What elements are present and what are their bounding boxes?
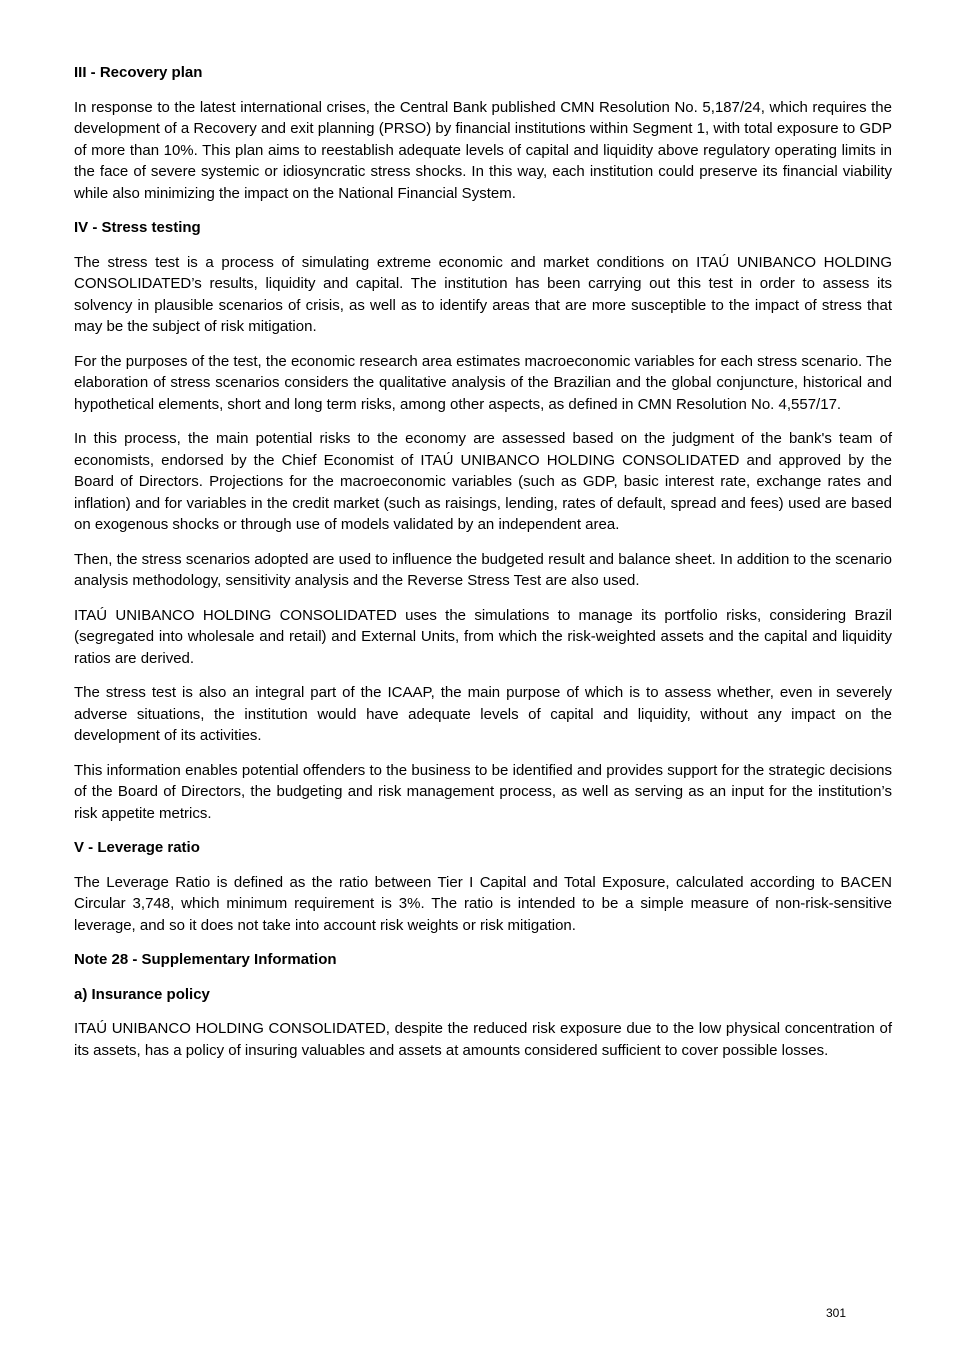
section-heading-recovery-plan: III - Recovery plan	[74, 64, 203, 81]
paragraph: Then, the stress scenarios adopted are used to influence the budgeted result and balance sheet. In addition to the scenario analysis methodology, sensitivity analysis and the Reverse Stress Test are also used.	[74, 550, 892, 589]
paragraph: The Leverage Ratio is defined as the ratio between Tier I Capital and Total Exposure, calculated according to BACEN Circular 3,748, which minimum requirement is 3%. The ratio is intended to be a simple measure of non-risk-sensitive leverage, and so it does not take into account risk weights or risk mitigation.	[74, 873, 892, 934]
section-heading-insurance-policy: a) Insurance policy	[74, 985, 210, 1003]
paragraph: The stress test is also an integral part of the ICAAP, the main purpose of which is to assess whether, even in severely adverse situations, the institution would have adequate levels of capital and liquidity, without any impact on the development of its activities.	[74, 684, 892, 744]
paragraph: In this process, the main potential risks to the economy are assessed based on the judgment of the bank's team of economists, endorsed by the Chief Economist of ITAÚ UNIBANCO HOLDING CONSOLIDATED and approved by the Board of Directors. Projections for the macroeconomic variables (such as GDP, basic interest rate, exchange rates and inflation) and for variables in the credit market (such as raisings, lending, rates of default, spread and fees) used are based on exogenous shocks or through use of models validated by an independent area.	[74, 430, 892, 533]
paragraph: ITAÚ UNIBANCO HOLDING CONSOLIDATED, despite the reduced risk exposure due to the low physical concentration of its assets, has a policy of insuring valuables and assets at amounts considered sufficient to cover possible losses.	[74, 1020, 892, 1059]
paragraph: ITAÚ UNIBANCO HOLDING CONSOLIDATED uses the simulations to manage its portfolio risks, considering Brazil (segregated into wholesale and retail) and External Units, from which the risk-weighted assets and the capital and liquidity ratios are derived.	[74, 606, 892, 667]
section-heading-stress-testing: IV - Stress testing	[74, 219, 201, 236]
page-number: 301	[826, 1306, 847, 1320]
section-heading-leverage-ratio: V - Leverage ratio	[74, 839, 200, 856]
paragraph: In response to the latest international crises, the Central Bank published CMN Resolution No. 5,187/24, which requires the development of a Recovery and exit planning (PRSO) by financial institutions within Segment 1, with total exposure to GDP of more than 10%. This plan aims to reestablish adequate levels of capital and liquidity above regulatory operating limits in the face of severe systemic or idiosyncratic stress shocks. In this way, each institution could preserve its financial viability while also minimizing the impact on the National Financial System.	[74, 98, 892, 202]
document-body	[74, 62, 892, 1074]
section-heading-note-28: Note 28 - Supplementary Information	[74, 951, 337, 968]
paragraph: The stress test is a process of simulating extreme economic and market conditions on ITAÚ UNIBANCO HOLDING CONSOLIDATED’s results, liquidity and capital. The institution has been carrying out this test in order to assess its solvency in plausible scenarios of crisis, as well as to identify areas that are more susceptible to the impact of stress that may be the subject of risk mitigation.	[74, 253, 892, 335]
paragraph: For the purposes of the test, the economic research area estimates macroeconomic variables for each stress scenario. The elaboration of stress scenarios considers the qualitative analysis of the Brazilian and the global conjuncture, historical and hypothetical elements, short and long term risks, among other aspects, as defined in CMN Resolution No. 4,557/17.	[74, 352, 892, 413]
paragraph: This information enables potential offenders to the business to be identified and provides support for the strategic decisions of the Board of Directors, the budgeting and risk management process, as well as serving as an input for the institution’s risk appetite metrics.	[74, 761, 892, 822]
